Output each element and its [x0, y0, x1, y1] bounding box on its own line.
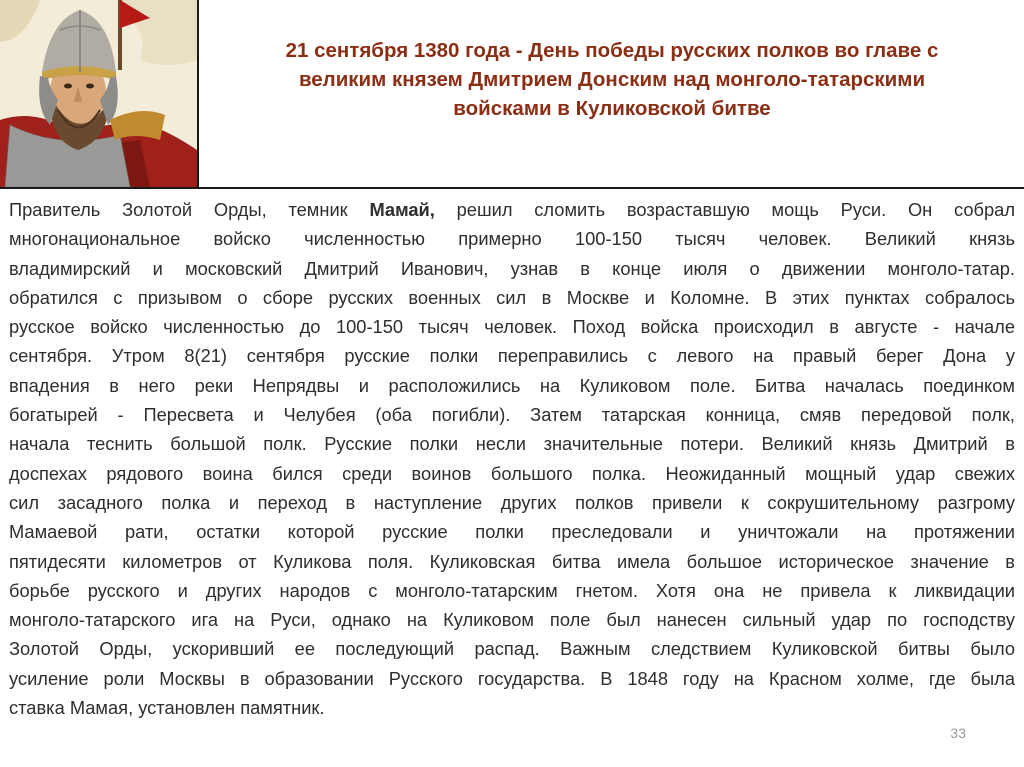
body-line: впадения в него реки Непрядвы и расположились на Куликовом поле. Битва началась поединком — [9, 374, 1015, 396]
page-number: 33 — [950, 725, 966, 741]
title-line: войсками в Куликовской битве — [453, 97, 771, 120]
body-line — [9, 195, 1015, 224]
portrait-illustration — [0, 0, 197, 187]
title-line: великим князем Дмитрием Донским над монголо-татарскими — [298, 68, 926, 91]
body-line: доспехах рядового воина бился среди воинов большого полка. Неожиданный мощный удар свежих — [9, 462, 1015, 484]
body-line: русское войско численностью до 100-150 тысяч человек. Поход войска происходил в августе - начале — [9, 316, 1015, 338]
body-line: начала теснить большой полк. Русские полки несли значительные потери. Великий князь Дмитрий в — [9, 433, 1015, 455]
body-line: владимирский и московский Дмитрий Иванович, узнав в конце июля о движении монголо-татар. — [9, 257, 1015, 279]
body-line: сентября. Утром 8(21) сентября русские полки переправились с левого на правый берег Дона у — [9, 345, 1015, 367]
body-line: богатырей - Пересвета и Челубея (оба погибли). Затем татарская конница, смяв передовой полк, — [9, 404, 1015, 426]
body-line: Золотой Орды, ускоривший ее последующий распад. Важным следствием Куликовской битвы было — [9, 638, 1015, 660]
body-line: сил засадного полка и переход в наступление других полков привели к сокрушительному разгрому — [9, 491, 1015, 513]
body-line: Мамаевой рати, остатки которой русские полки преследовали и уничтожали на протяжении — [9, 521, 1015, 543]
slide-title — [214, 36, 1010, 123]
body-line: обратился с призывом о сборе русских военных сил в Москве и Коломне. В этих пунктах собралось — [9, 286, 1015, 308]
header-horizontal-rule — [0, 187, 1024, 189]
body-line: борьбе русского и других народов с монголо-татарским гнетом. Хотя она не привела к ликвидации — [9, 579, 1015, 601]
body-text-segment: Правитель Золотой Орды, темник — [9, 199, 370, 220]
mamai-bold-name: Мамай, — [369, 199, 435, 220]
title-line: 21 сентября 1380 года - День победы русских полков во главе с — [285, 39, 939, 62]
body-text-segment: решил сломить возраставшую мощь Руси. Он собрал — [434, 199, 1016, 220]
body-line: ставка Мамая, установлен памятник. — [9, 697, 325, 719]
prince-portrait-image — [0, 0, 197, 187]
body-line: усиление роли Москвы в образовании Русского государства. В 1848 году на Красном холме, где была — [9, 667, 1015, 689]
header-vertical-rule — [197, 0, 199, 188]
body-paragraph — [9, 195, 1015, 722]
body-line: монголо-татарского ига на Руси, однако на Куликовом поле был нанесен сильный удар по господству — [9, 609, 1015, 631]
body-line: многонациональное войско численностью примерно 100-150 тысяч человек. Великий князь — [9, 228, 1015, 250]
body-line: пятидесяти километров от Куликова поля. Куликовская битва имела большое историческое значение в — [9, 550, 1015, 572]
